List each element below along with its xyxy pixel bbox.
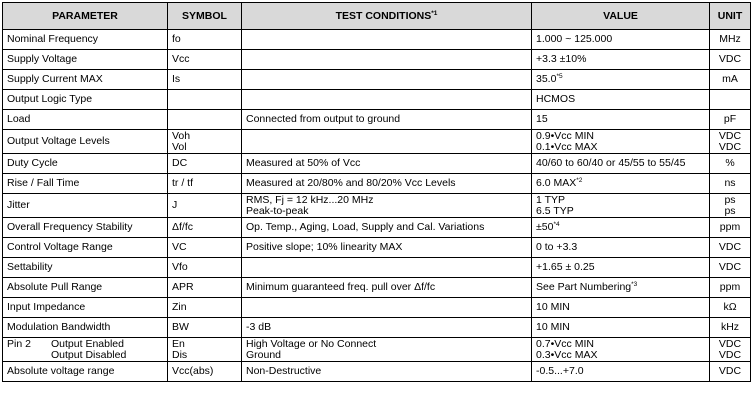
symbol-cell xyxy=(168,218,242,238)
value-cell xyxy=(532,30,710,50)
symbol-cell-text: VC xyxy=(172,241,187,253)
unit-cell xyxy=(710,130,751,154)
parameter-cell: Absolute Pull Range xyxy=(3,278,168,298)
symbol-cell-text: J xyxy=(172,199,178,211)
table-row xyxy=(3,218,751,238)
parameter-cell: Absolute voltage range xyxy=(3,362,168,382)
value-cell-text: 35.0 xyxy=(536,73,557,85)
conditions-cell-text: Positive slope; 10% linearity MAX xyxy=(246,241,403,253)
symbol-cell-text: Voh xyxy=(172,129,191,142)
unit-cell xyxy=(710,338,751,362)
value-cell-text: ±50 xyxy=(536,221,554,233)
value-cell xyxy=(532,258,710,278)
conditions-cell xyxy=(242,194,532,218)
header-test-conditions: TEST CONDITIONS$^{*1}$ xyxy=(242,3,532,30)
conditions-cell-text: High Voltage or No Connect xyxy=(246,337,377,350)
parameter-cell: Output Logic Type xyxy=(3,90,168,110)
value-cell xyxy=(532,174,710,194)
parameter-cell xyxy=(3,338,168,362)
symbol-cell xyxy=(168,30,242,50)
unit-cell xyxy=(710,70,751,90)
conditions-cell-text: Peak-to-peak xyxy=(246,204,309,217)
value-cell xyxy=(532,194,710,218)
value-cell-text: 1.000 ~ 125.000 xyxy=(536,33,613,45)
value-cell-text: 40/60 to 60/40 or 45/55 to 55/45 xyxy=(536,157,686,169)
value-cell-text: 0.9•Vcc MIN xyxy=(536,129,594,142)
table-row xyxy=(3,154,751,174)
conditions-cell-text: Connected from output to ground xyxy=(246,113,401,125)
header-unit: UNIT xyxy=(710,3,751,30)
conditions-cell xyxy=(242,70,532,90)
table-row xyxy=(3,174,751,194)
value-cell-text: 15 xyxy=(536,113,548,125)
unit-cell-text: VDC xyxy=(718,348,742,361)
pin2-sublabel: Output Disabled xyxy=(51,348,127,361)
symbol-cell xyxy=(168,154,242,174)
table-row xyxy=(3,110,751,130)
table-row xyxy=(3,278,751,298)
unit-cell-text: ppm xyxy=(719,281,741,293)
symbol-cell-text: APR xyxy=(172,281,194,293)
unit-cell xyxy=(710,298,751,318)
symbol-cell-text: Δf/fc xyxy=(172,221,194,233)
value-cell-text: 0.1•Vcc MAX xyxy=(536,140,598,153)
symbol-cell xyxy=(168,238,242,258)
parameter-cell: Settability xyxy=(3,258,168,278)
unit-cell-text: mA xyxy=(722,73,738,85)
unit-cell-text: ppm xyxy=(719,221,741,233)
value-cell xyxy=(532,130,710,154)
conditions-cell xyxy=(242,50,532,70)
parameter-cell: Modulation Bandwidth xyxy=(3,318,168,338)
value-cell xyxy=(532,238,710,258)
header-symbol: SYMBOL xyxy=(168,3,242,30)
conditions-cell-text: -3 dB xyxy=(246,321,272,333)
unit-cell xyxy=(710,318,751,338)
symbol-cell-text: Vol xyxy=(172,140,187,153)
conditions-cell xyxy=(242,338,532,362)
parameter-cell: Output Voltage Levels xyxy=(3,130,168,154)
symbol-cell xyxy=(168,318,242,338)
value-cell xyxy=(532,70,710,90)
symbol-cell-text: Is xyxy=(172,73,181,85)
symbol-cell-text: BW xyxy=(172,321,189,333)
symbol-cell-text: Vcc xyxy=(172,53,190,65)
unit-cell xyxy=(710,90,751,110)
unit-cell xyxy=(710,154,751,174)
value-cell-text: 10 MIN xyxy=(536,321,570,333)
conditions-cell xyxy=(242,174,532,194)
parameter-cell: Control Voltage Range xyxy=(3,238,168,258)
conditions-cell xyxy=(242,110,532,130)
value-cell-text: 0.3•Vcc MAX xyxy=(536,348,598,361)
unit-cell xyxy=(710,194,751,218)
symbol-cell-text: Vfo xyxy=(172,261,188,273)
value-cell xyxy=(532,362,710,382)
conditions-cell xyxy=(242,278,532,298)
parameter-cell: Supply Voltage xyxy=(3,50,168,70)
symbol-cell xyxy=(168,338,242,362)
unit-cell xyxy=(710,278,751,298)
header-value: VALUE xyxy=(532,3,710,30)
spec-table xyxy=(2,2,751,382)
table-row xyxy=(3,70,751,90)
symbol-cell-text: fo xyxy=(172,33,181,45)
value-cell xyxy=(532,298,710,318)
conditions-cell xyxy=(242,238,532,258)
conditions-cell-text: Minimum guaranteed freq. pull over Δf/fc xyxy=(246,281,436,293)
table-row xyxy=(3,90,751,110)
parameter-cell: Duty Cycle xyxy=(3,154,168,174)
unit-cell-text: kHz xyxy=(720,321,740,333)
pin2-label: Pin 2 xyxy=(7,337,31,350)
value-cell xyxy=(532,90,710,110)
conditions-cell-text: Measured at 20/80% and 80/20% Vcc Levels xyxy=(246,177,456,189)
table-row xyxy=(3,30,751,50)
unit-cell xyxy=(710,258,751,278)
unit-cell xyxy=(710,30,751,50)
value-cell xyxy=(532,318,710,338)
value-cell-text: 1 TYP xyxy=(536,193,565,206)
conditions-cell-text: RMS, Fj = 12 kHz...20 MHz xyxy=(246,193,374,206)
value-cell xyxy=(532,154,710,174)
conditions-cell xyxy=(242,154,532,174)
unit-cell xyxy=(710,174,751,194)
unit-cell-text: VDC xyxy=(718,241,742,253)
spec-body xyxy=(3,30,751,382)
symbol-cell xyxy=(168,298,242,318)
symbol-cell xyxy=(168,362,242,382)
symbol-cell xyxy=(168,174,242,194)
unit-cell-text: % xyxy=(725,157,735,169)
unit-cell xyxy=(710,110,751,130)
conditions-cell-text: Measured at 50% of Vcc xyxy=(246,157,361,169)
unit-cell-text: ps xyxy=(724,193,736,206)
conditions-cell xyxy=(242,362,532,382)
unit-cell-text: ns xyxy=(724,177,736,189)
unit-cell xyxy=(710,362,751,382)
conditions-cell xyxy=(242,90,532,110)
unit-cell-text: VDC xyxy=(718,337,742,350)
conditions-cell-text: Ground xyxy=(246,348,282,361)
symbol-cell-text: Dis xyxy=(172,348,188,361)
symbol-cell xyxy=(168,50,242,70)
parameter-cell: Input Impedance xyxy=(3,298,168,318)
table-row xyxy=(3,130,751,154)
symbol-cell-text: tr / tf xyxy=(172,177,193,189)
conditions-cell-text: Non-Destructive xyxy=(246,365,322,377)
value-cell-text: 6.5 TYP xyxy=(536,204,574,217)
symbol-cell-text: En xyxy=(172,337,185,350)
conditions-cell xyxy=(242,298,532,318)
value-cell-text: +1.65 ± 0.25 xyxy=(536,261,595,273)
value-cell xyxy=(532,50,710,70)
value-cell xyxy=(532,110,710,130)
conditions-cell-text: Op. Temp., Aging, Load, Supply and Cal. Variations xyxy=(246,221,485,233)
symbol-cell-text: Vcc(abs) xyxy=(172,365,214,377)
symbol-cell xyxy=(168,258,242,278)
value-cell xyxy=(532,218,710,238)
unit-cell xyxy=(710,50,751,70)
parameter-cell: Rise / Fall Time xyxy=(3,174,168,194)
value-cell-text: 0 to +3.3 xyxy=(536,241,578,253)
value-cell-text: 6.0 MAX xyxy=(536,177,577,189)
parameter-cell: Load xyxy=(3,110,168,130)
unit-cell-text: VDC xyxy=(718,261,742,273)
unit-cell-text: pF xyxy=(723,113,737,125)
unit-cell xyxy=(710,218,751,238)
parameter-cell: Overall Frequency Stability xyxy=(3,218,168,238)
value-cell-text: +3.3 ±10% xyxy=(536,53,587,65)
unit-cell-text: MHz xyxy=(719,33,741,45)
symbol-cell xyxy=(168,130,242,154)
value-cell xyxy=(532,278,710,298)
footnote-ref: *1 xyxy=(431,9,438,17)
table-row xyxy=(3,238,751,258)
table-row xyxy=(3,258,751,278)
value-cell xyxy=(532,338,710,362)
value-cell-text: HCMOS xyxy=(536,93,576,105)
value-cell-text: See Part Numbering xyxy=(536,281,632,293)
conditions-cell xyxy=(242,30,532,50)
table-row-pin2 xyxy=(3,338,751,362)
footnote-ref: *2 xyxy=(576,177,583,184)
symbol-cell-text: Zin xyxy=(172,301,187,313)
unit-cell-text: VDC xyxy=(718,365,742,377)
header-row xyxy=(3,3,751,30)
unit-cell-text: ps xyxy=(724,204,736,217)
conditions-cell xyxy=(242,318,532,338)
table-row xyxy=(3,50,751,70)
table-row xyxy=(3,318,751,338)
parameter-cell: Nominal Frequency xyxy=(3,30,168,50)
pin2-sublabel: Output Enabled xyxy=(51,337,124,350)
parameter-cell: Jitter xyxy=(3,194,168,218)
conditions-cell xyxy=(242,258,532,278)
symbol-cell xyxy=(168,278,242,298)
table-row xyxy=(3,362,751,382)
header-parameter: PARAMETER xyxy=(3,3,168,30)
symbol-cell-text: DC xyxy=(172,157,188,169)
symbol-cell xyxy=(168,70,242,90)
table-row xyxy=(3,194,751,218)
unit-cell-text: VDC xyxy=(718,53,742,65)
footnote-ref: *5 xyxy=(556,73,563,80)
symbol-cell xyxy=(168,194,242,218)
value-cell-text: 10 MIN xyxy=(536,301,570,313)
footnote-ref: *4 xyxy=(553,221,560,228)
unit-cell-text: VDC xyxy=(718,140,742,153)
parameter-cell: Supply Current MAX xyxy=(3,70,168,90)
value-cell-text: 0.7•Vcc MIN xyxy=(536,337,594,350)
symbol-cell xyxy=(168,110,242,130)
unit-cell-text: VDC xyxy=(718,129,742,142)
value-cell-text: -0.5...+7.0 xyxy=(536,365,584,377)
footnote-ref: *3 xyxy=(631,281,638,288)
conditions-cell xyxy=(242,218,532,238)
unit-cell xyxy=(710,238,751,258)
unit-cell-text: kΩ xyxy=(723,301,737,313)
table-row xyxy=(3,298,751,318)
symbol-cell xyxy=(168,90,242,110)
conditions-cell xyxy=(242,130,532,154)
